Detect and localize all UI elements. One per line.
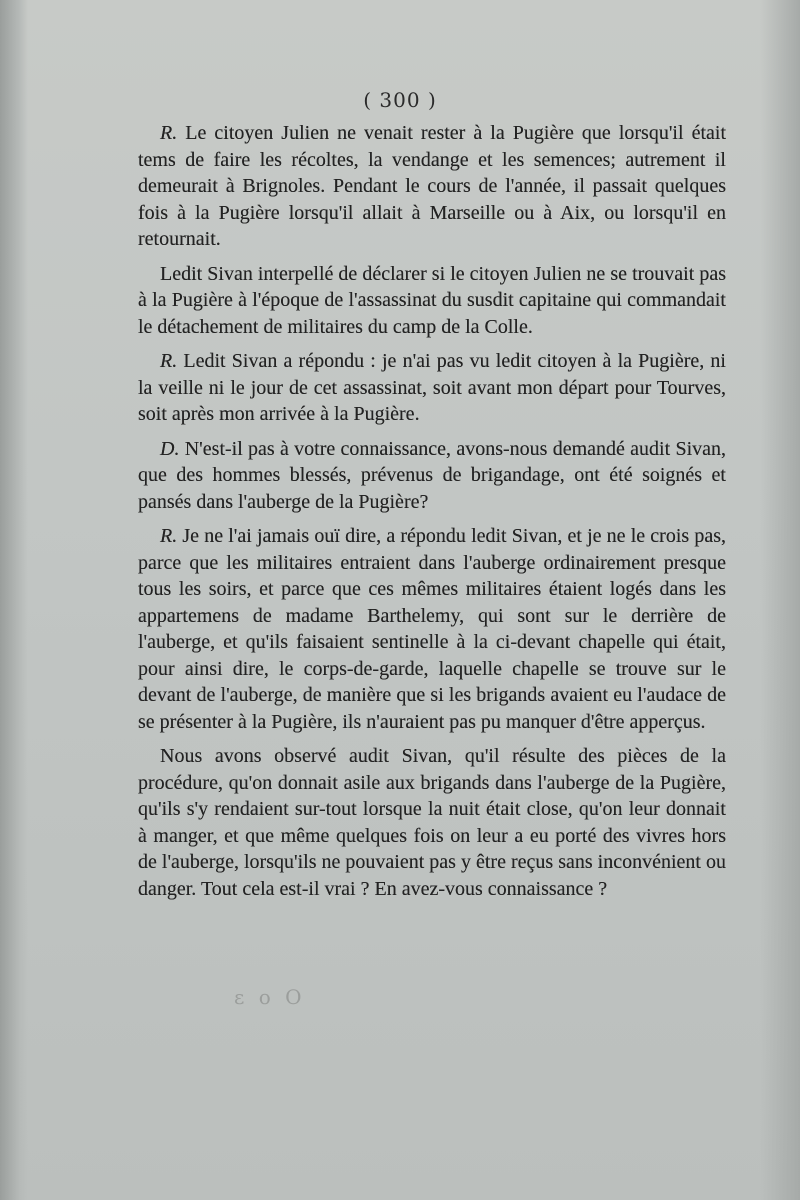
body-text (138, 120, 726, 910)
paragraph-answer-3 (138, 523, 726, 735)
paragraph-text: Le citoyen Julien ne venait rester à la Pugière que lorsqu'il était tems de faire les récoltes, la vendange et les semences; autrement il demeurait à Brignoles. Pendant le cours de l'année, il passait quelques fois à la Pugière lorsqu'il allait à Marseille ou à Aix, ou lorsqu'il en retournait. (138, 122, 726, 250)
paragraph-text: Ledit Sivan a répondu : je n'ai pas vu ledit citoyen à la Pugière, ni la veille ni le jour de cet assassinat, soit avant mon départ pour Tourves, soit après mon arrivée à la Pugière. (138, 350, 726, 425)
paragraph-interpellation (138, 261, 726, 341)
paragraph-text: Je ne l'ai jamais ouï dire, a répondu ledit Sivan, et je ne le crois pas, parce que les militaires entraient dans l'auberge ordinairement presque tous les soirs, et parce que ces mêmes militaires étaient logés dans les appartemens de madame Barthelemy, qui sont sur le derrière de l'auberge, et qu'ils faisaient sentinelle à la ci-devant chapelle qui était, pour ainsi dire, le corps-de-garde, laquelle chapelle se trouve sur le devant de l'auberge, de manière que si les brigands avaient eu l'audace de se présenter à la Pugière, ils n'auraient pas pu manquer d'être apperçus. (138, 525, 726, 733)
paragraph-label: R. (160, 525, 178, 547)
page-number: ( 300 ) (363, 88, 437, 112)
paragraph-text: Ledit Sivan interpellé de déclarer si le citoyen Julien ne se trouvait pas à la Pugière à l'époque de l'assassinat du susdit capitaine qui commandait le détachement de militaires du camp de la Colle. (138, 262, 726, 338)
paragraph-text: Nous avons observé audit Sivan, qu'il résulte des pièces de la procédure, qu'on donnait asile aux brigands dans l'auberge de la Pugière, qu'ils s'y rendaient sur-tout lorsque la nuit était close, qu'on leur donnait à manger, et que même quelques fois on leur a eu porté des vivres hors de l'auberge, lorsqu'ils ne pouvaient pas y être reçus sans inconvénient ou danger. Tout cela est-il vrai ? En avez-vous connaissance ? (138, 745, 726, 900)
paragraph-question (138, 436, 726, 516)
paragraph-label: D. (160, 437, 180, 460)
paragraph-label: R. (160, 350, 178, 372)
paragraph-answer-1 (138, 120, 726, 253)
paragraph-observation (138, 743, 726, 902)
show-through-mark: ɛ o O (234, 985, 306, 1009)
paragraph-answer-2 (138, 348, 726, 428)
paragraph-text: N'est-il pas à votre connaissance, avons-nous demandé audit Sivan, que des hommes blessés, prévenus de brigandage, ont été soignés et pansés dans l'auberge de la Pugière? (138, 437, 726, 513)
paragraph-label: R. (160, 122, 178, 144)
